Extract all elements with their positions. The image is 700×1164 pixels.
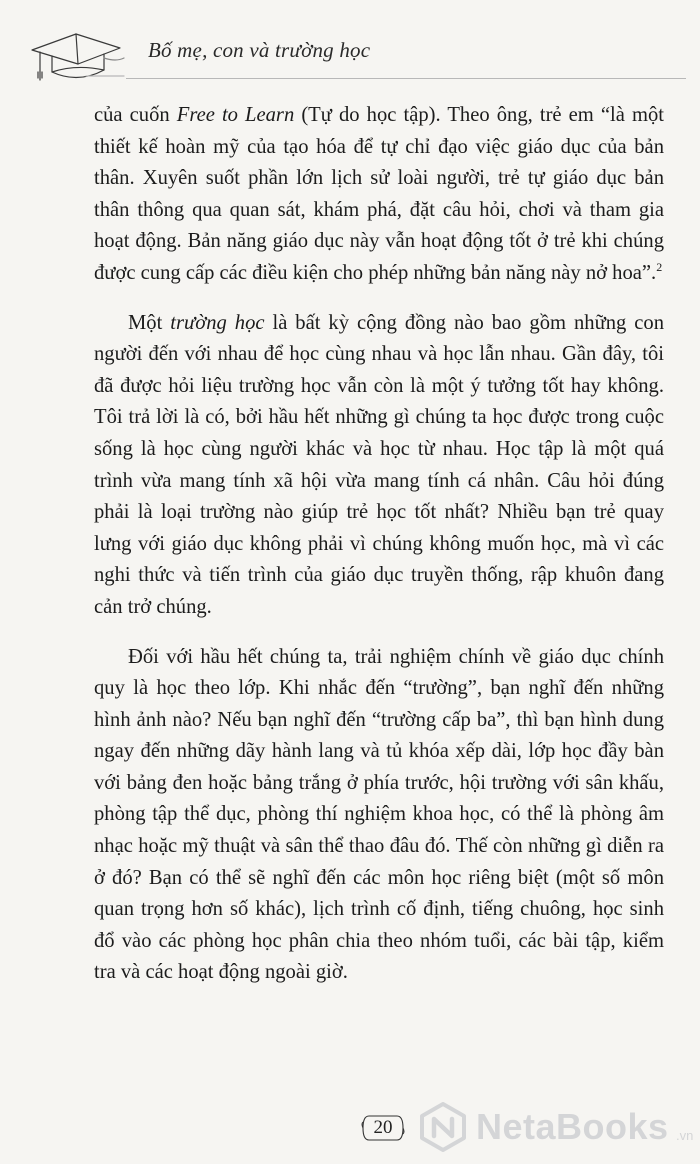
paragraph-2 [94, 308, 664, 624]
watermark-text: NetaBooks [476, 1106, 669, 1147]
page-header [26, 24, 686, 84]
netabooks-logo-icon [418, 1102, 468, 1152]
running-title: Bố mẹ, con và trường học [148, 38, 371, 62]
paragraph-1-text: (Tự do học tập). Theo ông, trẻ em “là một thiết kế hoàn mỹ của tạo hóa để tự chỉ đạo việc giáo dục của bản thân. Xuyên suốt phần lớn lịch sử loài người, trẻ tự giáo dục bản thân thông qua quan sát, khám phá, đặt câu hỏi, chơi và tham gia hoạt động. Bản năng giáo dục này vẫn hoạt động tốt ở trẻ khi chúng được cung cấp các điều kiện cho phép những bản năng này nở hoa”. [94, 104, 664, 284]
body-text [94, 100, 664, 1007]
page-number [361, 1114, 405, 1142]
graduation-cap-icon [26, 28, 126, 84]
paragraph-1-lead: của cuốn [94, 104, 177, 126]
paragraph-1 [94, 100, 664, 290]
paragraph-3: Đối với hầu hết chúng ta, trải nghiệm chính về giáo dục chính quy là học theo lớp. Khi nhắc đến “trường”, bạn nghĩ đến những hình ảnh nào? Nếu bạn nghĩ đến “trường cấp ba”, thì bạn hình dung ngay đến những dãy hành lang và tủ khóa xếp dài, lớp học đầy bàn với bảng đen hoặc bảng trắng ở phía trước, hội trường với sân khấu, phòng tập thể dục, phòng thí nghiệm khoa học, có thể là phòng âm nhạc hoặc mỹ thuật và sân thể thao đâu đó. Thế còn những gì diễn ra ở đó? Bạn có thể sẽ nghĩ đến các môn học riêng biệt (một số môn quan trọng hơn số khác), lịch trình cố định, tiếng chuông, học sinh đổ vào các phòng học phân chia theo nhóm tuổi, các bài tập, kiểm tra và các hoạt động ngoài giờ. [94, 645, 664, 984]
page-number-text: 20 [373, 1117, 393, 1138]
footnote-reference[interactable]: 2 [656, 260, 663, 275]
watermark [418, 1098, 700, 1158]
paragraph-2-text: là bất kỳ cộng đồng nào bao gồm những con người đến với nhau để học cùng nhau và học lẫn nhau. Gần đây, tôi đã được hỏi liệu trường học vẫn còn là một ý tưởng tốt hay không. Tôi trả lời là có, bởi hầu hết những gì chúng ta học được trong cuộc sống là học cùng người khác và học từ nhau. Học tập là một quá trình vừa mang tính xã hội vừa mang tính cá nhân. Câu hỏi đúng phải là loại trường nào giúp trẻ học tốt nhất? Nhiều bạn trẻ quay lưng với giáo dục không phải vì chúng không muốn học, mà vì các nghi thức và tiến trình của giáo dục truyền thống, rập khuôn đang cản trở chúng. [94, 311, 665, 618]
watermark-suffix: .vn [676, 1128, 694, 1143]
term-italic: trường học [170, 311, 265, 334]
header-rule [126, 78, 686, 79]
paragraph-2-lead: Một [128, 311, 171, 334]
book-title-italic: Free to Learn [176, 104, 295, 126]
